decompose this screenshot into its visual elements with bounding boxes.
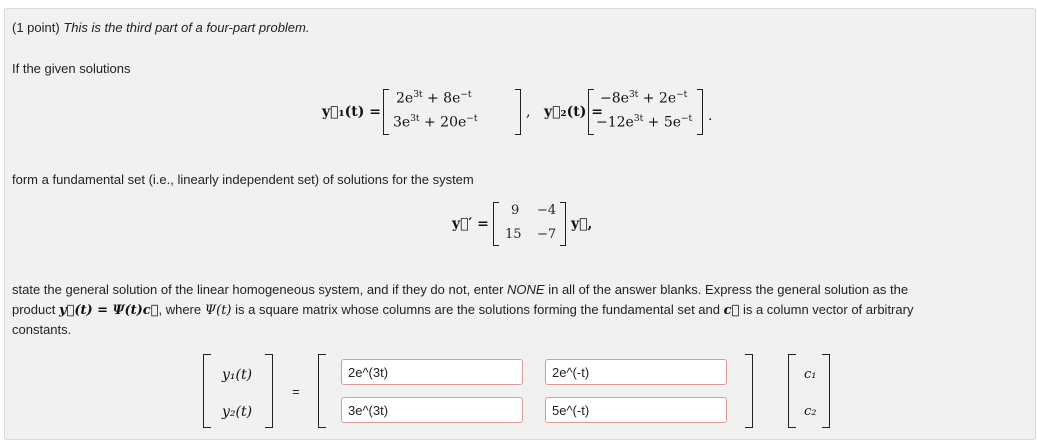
y2-top: $-8e^{3t} + 2e^{-t}$ [600, 90, 688, 107]
answer-input-r2c1[interactable] [341, 397, 523, 423]
c-vector-symbol: c⃗ [723, 303, 740, 318]
psi-symbol: Ψ(t) [204, 303, 232, 318]
period: . [708, 108, 713, 124]
y2-bracket-right [697, 89, 703, 135]
matrix-bracket-left [493, 202, 499, 246]
line-form: form a fundamental set (i.e., linearly independent set) of solutions for the system [12, 172, 474, 187]
equals-sign: = [292, 384, 300, 399]
psi-bracket-left [318, 354, 326, 428]
product-expr: y⃗(t) = Ψ(t)c⃗ [58, 303, 159, 318]
y1-label: y⃗₁(t) = [322, 104, 381, 120]
none-keyword: NONE [507, 282, 545, 297]
y2-label: y⃗₂(t) = [544, 104, 603, 120]
answer-input-r1c2[interactable] [545, 359, 727, 385]
points-label: (1 point) [12, 20, 60, 35]
y1-bracket-left [383, 89, 389, 135]
matrix-a21: 15 [505, 227, 522, 242]
statement-line-1: state the general solution of the linear homogeneous system, and if they do not, enter NONE in all of the answer blanks. Express the general solution as the [12, 282, 909, 297]
system-lhs: y⃗′ = [452, 216, 489, 232]
line-if: If the given solutions [12, 61, 131, 76]
lhs-y2: y₂(t) [222, 404, 253, 420]
statement-line-2: product y⃗(t) = Ψ(t)c⃗, where Ψ(t) is a square matrix whose columns are the solutions forming the fundamental set and c⃗ is a column vector of arbitrary [12, 302, 914, 318]
psi-bracket-right [745, 354, 753, 428]
problem-header [12, 20, 309, 35]
lhs-bracket-left [203, 354, 211, 428]
y2-bracket-left [588, 89, 594, 135]
c-bracket-right [822, 354, 830, 428]
lhs-bracket-right [265, 354, 273, 428]
matrix-bracket-right [560, 202, 566, 246]
lhs-y1: y₁(t) [222, 367, 253, 383]
matrix-a22: −7 [537, 227, 557, 242]
statement-line-3: constants. [12, 322, 72, 337]
matrix-a12: −4 [537, 203, 557, 218]
comma: , [526, 104, 531, 120]
y2-bottom: $-12e^{3t} + 5e^{-t}$ [596, 114, 693, 131]
matrix-a11: 9 [511, 203, 520, 218]
c2-label: c₂ [804, 404, 817, 419]
y1-bracket-right [515, 89, 521, 135]
answer-input-r1c1[interactable] [341, 359, 523, 385]
c1-label: c₁ [804, 367, 817, 382]
answer-input-r2c2[interactable] [545, 397, 727, 423]
c-bracket-left [788, 354, 796, 428]
y1-top: $2e^{3t} + 8e^{-t}$ [396, 90, 472, 107]
system-rhs: y⃗, [571, 216, 593, 232]
problem-intro: This is the third part of a four-part problem. [63, 20, 310, 35]
y1-bottom: $3e^{3t} + 20e^{-t}$ [393, 114, 478, 131]
